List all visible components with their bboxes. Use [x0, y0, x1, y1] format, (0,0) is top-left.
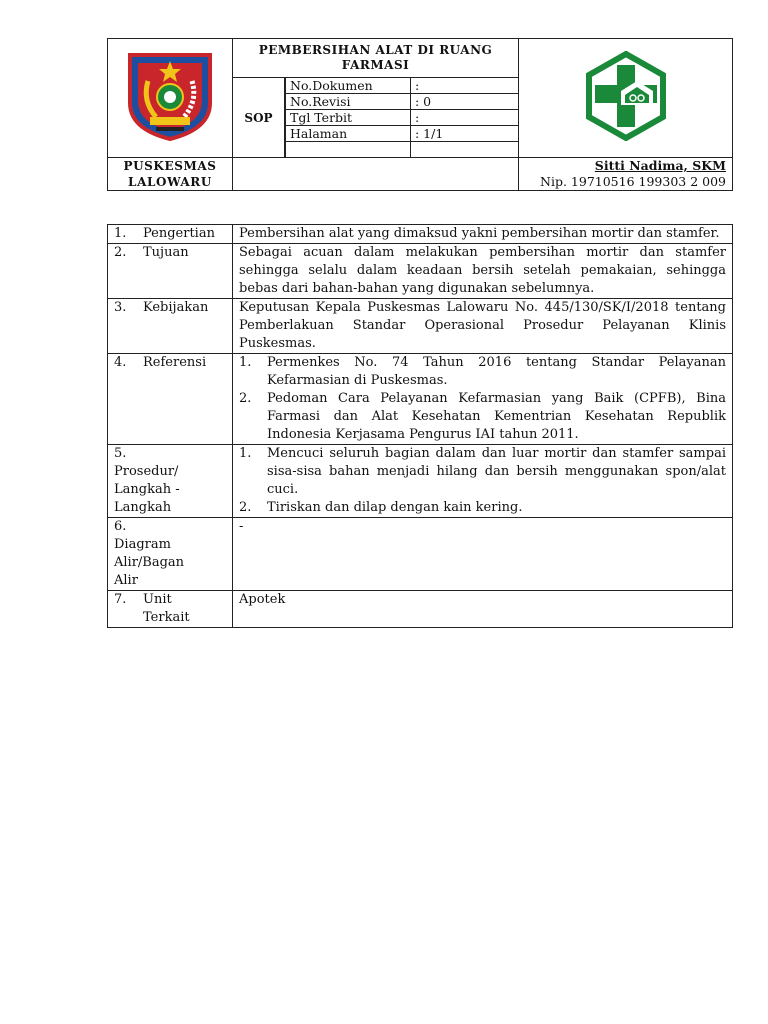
- list-item: [239, 499, 726, 517]
- meta-value: : 0: [411, 94, 519, 110]
- row-number: 1.: [114, 226, 127, 241]
- row-text: Pembersihan alat yang dimaksud yakni pembersihan mortir dan stamfer.: [233, 225, 733, 244]
- row-label: Tujuan: [143, 245, 189, 260]
- row-number: 2.: [114, 245, 127, 260]
- sop-content-table: [107, 224, 733, 628]
- row-number: 4.: [114, 355, 127, 370]
- list-number: 1.: [239, 446, 252, 461]
- regency-emblem-cell: [108, 39, 233, 158]
- signature-block: [519, 158, 733, 191]
- meta-value: :: [411, 78, 519, 94]
- row-text: Sebagai acuan dalam melakukan pembersihan mortir dan stamfer sehingga selalu dalam keadaan bersih setelah pemakaian, sehingga bebas dari bahan-bahan yang digunakan sebelumnya.: [233, 244, 733, 299]
- row-label: Pengertian: [143, 226, 215, 241]
- row-text: -: [233, 518, 733, 591]
- signer-nip: Nip. 19710516 199303 2 009: [540, 174, 726, 189]
- table-row: [108, 244, 733, 299]
- row-number: 7.: [114, 592, 127, 607]
- row-text: Keputusan Kepala Puskesmas Lalowaru No. 445/130/SK/I/2018 tentang Pemberlakuan Standar Operasional Prosedur Pelayanan Klinis Puskesmas.: [233, 299, 733, 354]
- row-number: 6.: [114, 519, 127, 534]
- document-title: PEMBERSIHAN ALAT DI RUANG FARMASI: [233, 39, 519, 78]
- puskesmas-logo: [581, 51, 671, 141]
- list-text: Mencuci seluruh bagian dalam dan luar mortir dan stamfer sampai sisa-sisa bahan menjadi hilang dan bersih menggunakan spon/alat cuci.: [267, 446, 726, 497]
- row-label: Diagram Alir/Bagan Alir: [114, 537, 185, 588]
- regency-emblem-logo: [126, 51, 214, 141]
- list-number: 2.: [239, 391, 252, 406]
- puskesmas-logo-cell: [519, 39, 733, 158]
- row-text: Apotek: [233, 591, 733, 628]
- table-row: [108, 354, 733, 445]
- list-text: Pedoman Cara Pelayanan Kefarmasian yang Baik (CPFB), Bina Farmasi dan Alat Kesehatan Kementrian Kesehatan Republik Indonesia Kerjasama Pengurus IAI tahun 2011.: [267, 391, 726, 442]
- row-label: Prosedur/ Langkah - Langkah: [114, 464, 180, 515]
- row-label: Referensi: [143, 355, 207, 370]
- document-meta: [285, 78, 519, 158]
- row-list: [233, 445, 733, 518]
- table-row: [108, 518, 733, 591]
- signer-name: Sitti Nadima, SKM: [594, 158, 726, 173]
- meta-value: :: [411, 110, 519, 126]
- table-row: [108, 299, 733, 354]
- table-row: [108, 225, 733, 244]
- sop-label: SOP: [233, 78, 285, 158]
- row-number: 5.: [114, 446, 127, 461]
- meta-value: : 1/1: [411, 126, 519, 142]
- list-text: Tiriskan dan dilap dengan kain kering.: [267, 500, 523, 515]
- list-item: [239, 445, 726, 499]
- meta-label: No.Dokumen: [286, 78, 411, 94]
- meta-label: No.Revisi: [286, 94, 411, 110]
- row-number: 3.: [114, 300, 127, 315]
- meta-label: Halaman: [286, 126, 411, 142]
- list-item: [239, 390, 726, 444]
- table-row: [108, 591, 733, 628]
- list-number: 1.: [239, 355, 252, 370]
- table-row: [108, 445, 733, 518]
- list-item: [239, 354, 726, 390]
- org-line-2: LALOWARU: [128, 175, 212, 189]
- organization-name: [108, 158, 233, 191]
- sop-header: [107, 38, 733, 191]
- list-text: Permenkes No. 74 Tahun 2016 tentang Standar Pelayanan Kefarmasian di Puskesmas.: [267, 355, 726, 388]
- list-number: 2.: [239, 500, 252, 515]
- row-label: Unit Terkait: [143, 592, 190, 625]
- meta-label: Tgl Terbit: [286, 110, 411, 126]
- blank-cell: [233, 158, 519, 191]
- row-list: [233, 354, 733, 445]
- row-label: Kebijakan: [143, 300, 209, 315]
- org-line-1: PUSKESMAS: [123, 159, 217, 173]
